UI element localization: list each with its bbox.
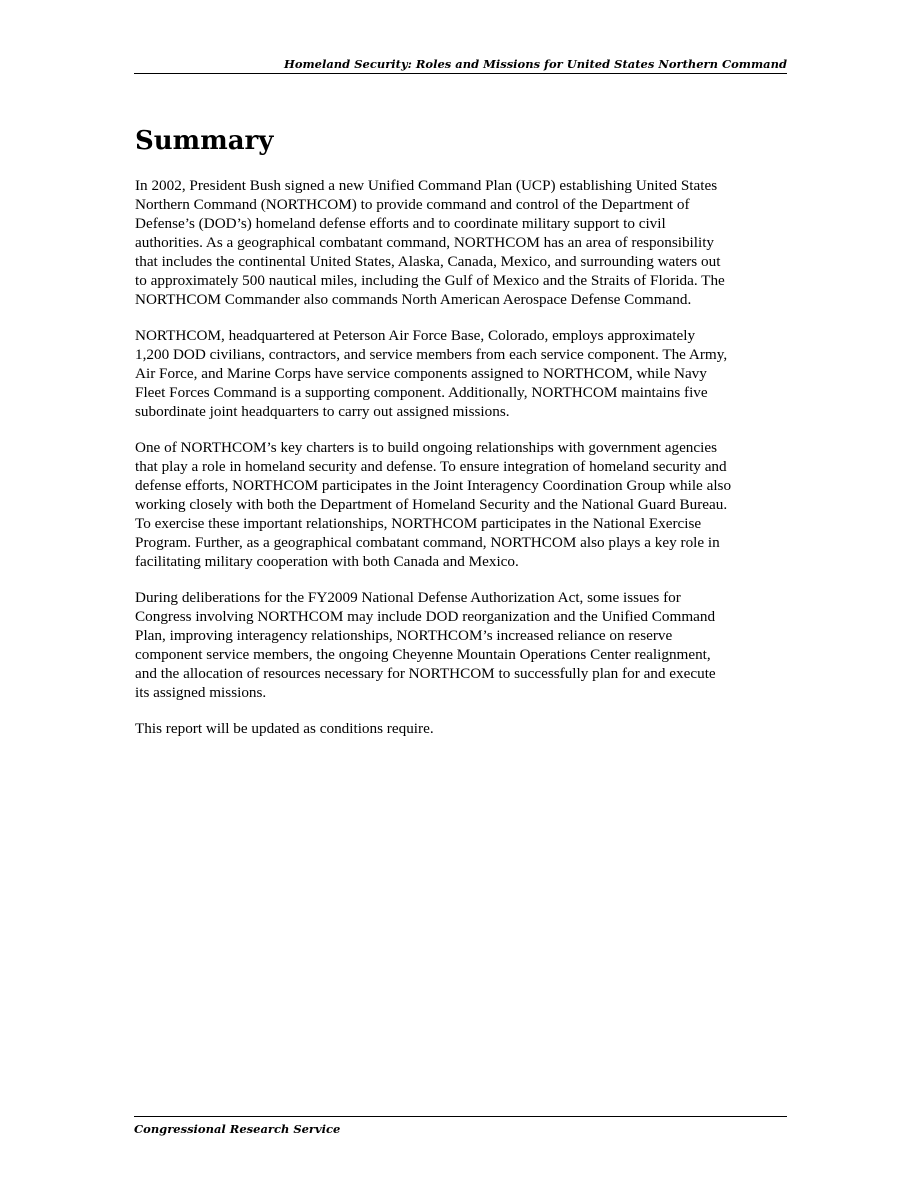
footer-publisher: Congressional Research Service: [134, 1122, 341, 1136]
text-line: that includes the continental United States, Alaska, Canada, Mexico, and surrounding waters out: [135, 253, 721, 270]
text-line: and the allocation of resources necessary for NORTHCOM to successfully plan for and execute: [135, 665, 716, 682]
summary-paragraph: [135, 719, 795, 738]
text-line: that play a role in homeland security and defense. To ensure integration of homeland security and: [135, 458, 727, 475]
text-line: NORTHCOM Commander also commands North American Aerospace Defense Command.: [135, 291, 692, 308]
text-line: During deliberations for the FY2009 National Defense Authorization Act, some issues for: [135, 589, 681, 606]
text-line: authorities. As a geographical combatant command, NORTHCOM has an area of responsibility: [135, 234, 715, 251]
text-line: facilitating military cooperation with both Canada and Mexico.: [135, 553, 519, 570]
text-line: NORTHCOM, headquartered at Peterson Air Force Base, Colorado, employs approximately: [135, 327, 696, 344]
text-line: to approximately 500 nautical miles, including the Gulf of Mexico and the Straits of Florida. The: [135, 272, 725, 289]
text-line: defense efforts, NORTHCOM participates in the Joint Interagency Coordination Group while also: [135, 477, 732, 494]
text-line: One of NORTHCOM’s key charters is to build ongoing relationships with government agencies: [135, 439, 718, 456]
summary-paragraph: [135, 176, 795, 309]
summary-body: [135, 176, 795, 755]
text-line: Northern Command (NORTHCOM) to provide command and control of the Department of: [135, 196, 690, 213]
summary-paragraph: [135, 588, 795, 702]
summary-paragraph: [135, 438, 795, 571]
text-line: Fleet Forces Command is a supporting component. Additionally, NORTHCOM maintains five: [135, 384, 708, 401]
text-line: To exercise these important relationships, NORTHCOM participates in the National Exercise: [135, 515, 702, 532]
running-header-title: Homeland Security: Roles and Missions for United States Northern Command: [283, 57, 787, 71]
text-line: subordinate joint headquarters to carry out assigned missions.: [135, 403, 510, 420]
text-line: component service members, the ongoing Cheyenne Mountain Operations Center realignment,: [135, 646, 711, 663]
text-line: its assigned missions.: [135, 684, 267, 701]
text-line: Plan, improving interagency relationships, NORTHCOM’s increased reliance on reserve: [135, 627, 673, 644]
section-heading: Summary: [135, 126, 274, 156]
text-line: Program. Further, as a geographical combatant command, NORTHCOM also plays a key role in: [135, 534, 720, 551]
text-line: Defense’s (DOD’s) homeland defense efforts and to coordinate military support to civil: [135, 215, 666, 232]
text-line: Air Force, and Marine Corps have service components assigned to NORTHCOM, while Navy: [135, 365, 707, 382]
running-header: [134, 56, 787, 74]
text-line: working closely with both the Department of Homeland Security and the National Guard Bureau.: [135, 496, 728, 513]
running-footer: [134, 1116, 787, 1137]
summary-paragraph: [135, 326, 795, 421]
text-line: Congress involving NORTHCOM may include DOD reorganization and the Unified Command: [135, 608, 716, 625]
text-line: In 2002, President Bush signed a new Unified Command Plan (UCP) establishing United States: [135, 177, 718, 194]
text-line: This report will be updated as conditions require.: [135, 720, 434, 737]
text-line: 1,200 DOD civilians, contractors, and service members from each service component. The Army,: [135, 346, 728, 363]
